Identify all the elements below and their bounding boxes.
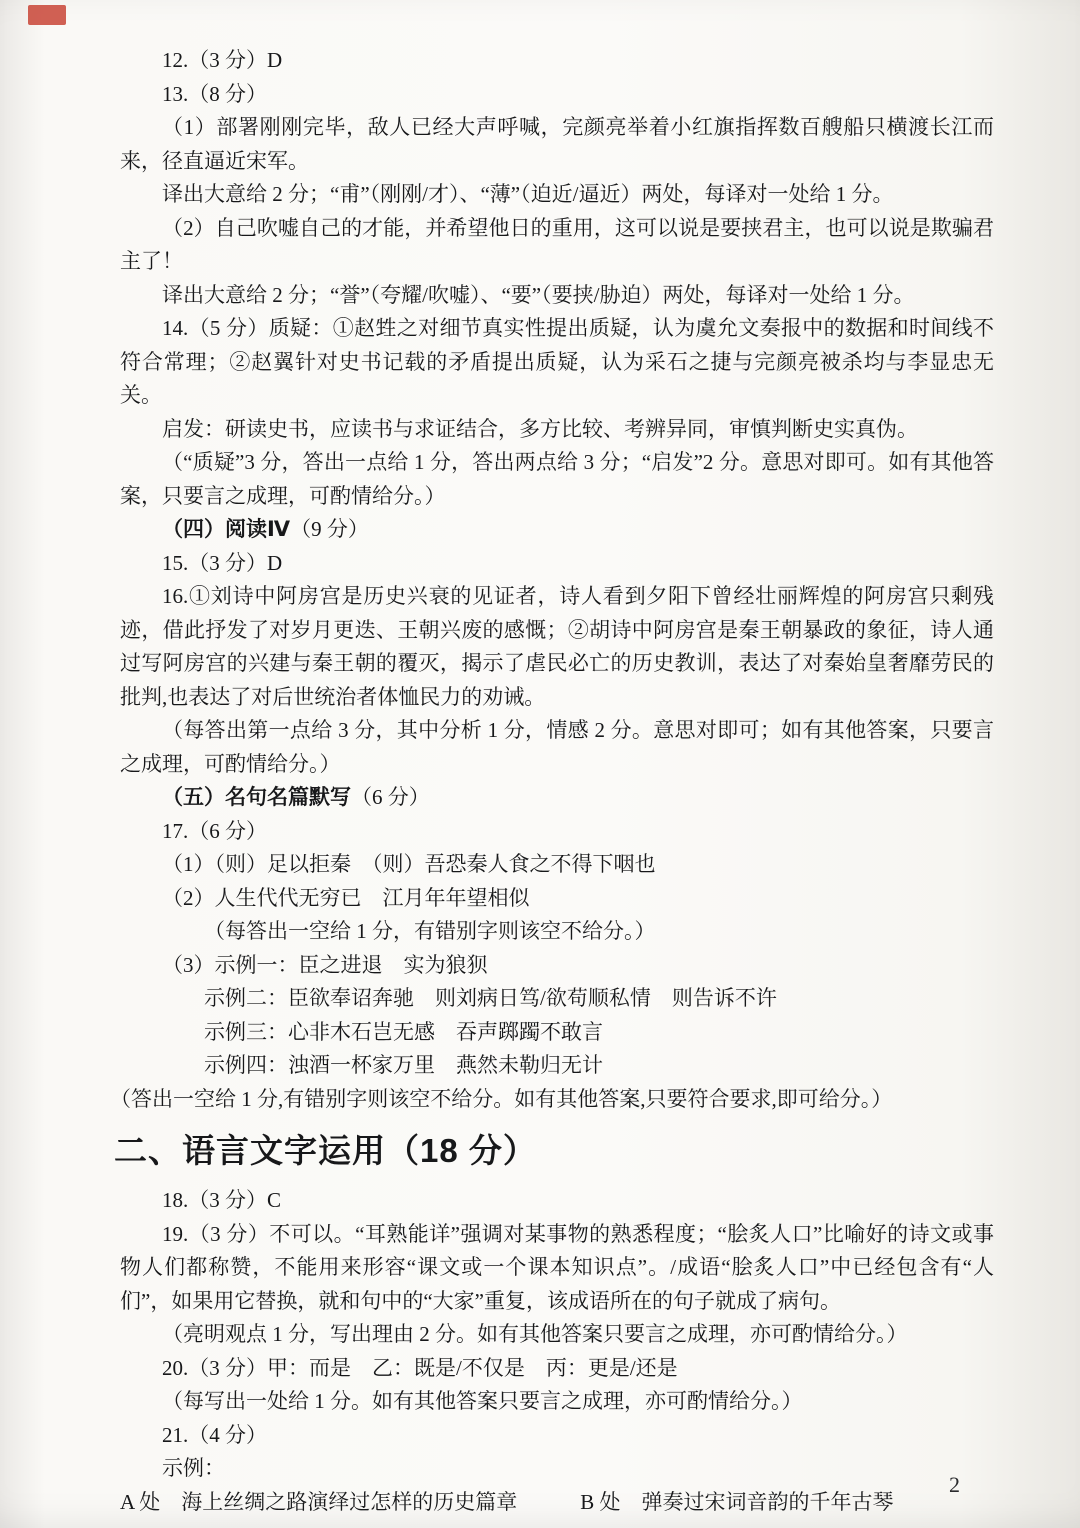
text: A 处 海上丝绸之路演绎过怎样的历史篇章 B 处 弹奏过宋词音韵的千年古琴 xyxy=(120,1489,894,1514)
text: （1）部署刚刚完毕，敌人已经大声呼喊，完颜亮举着小红旗指挥数百艘船只横渡长江而来，径直逼近宋军。 xyxy=(120,115,994,173)
text: （每写出一处给 1 分。如有其他答案只要言之成理，亦可酌情给分。） xyxy=(162,1389,803,1413)
text: 译出大意给 2 分；“甫”（刚刚/才）、“薄”（迫近/逼近）两处，每译对一处给 1 分。 xyxy=(162,182,894,206)
answer-line xyxy=(120,279,994,313)
text: 14.（5 分）质疑：①赵甡之对细节真实性提出质疑，认为虞允文奏报中的数据和时间线不符合常理；②赵翼针对史书记载的矛盾提出质疑，认为采石之捷与完颜亮被杀均与李显忠无关。 xyxy=(120,316,994,407)
answer-line xyxy=(110,1083,994,1117)
text: 译出大意给 2 分；“誉”（夸耀/吹嘘）、“要”（要挟/胁迫）两处，每译对一处给 1 分。 xyxy=(162,282,915,307)
text: （3）示例一：臣之进退 实为狼狈 xyxy=(162,952,488,977)
bold-text: 二、语言文字运用（18 分） xyxy=(114,1132,537,1169)
answer-line xyxy=(120,1352,994,1386)
answer-line xyxy=(120,446,994,513)
answer-line xyxy=(120,1419,994,1453)
answer-line xyxy=(120,915,994,949)
answer-line xyxy=(120,815,994,849)
answer-line xyxy=(120,413,994,447)
text: （每答出第一点给 3 分，其中分析 1 分，情感 2 分。意思对即可；如有其他答案，只要言之成理，可酌情给分。） xyxy=(120,718,994,776)
text: 启发：研读史书，应读书与求证结合，多方比较、考辨异同，审慎判断史实真伪。 xyxy=(162,416,918,441)
answer-line xyxy=(120,982,994,1016)
section-heading xyxy=(114,1128,994,1174)
answer-line xyxy=(120,714,994,781)
text: 示例： xyxy=(162,1456,225,1480)
text: （2）人生代代无穷已 江月年年望相似 xyxy=(162,885,530,910)
text: 21.（4 分） xyxy=(162,1422,267,1447)
answer-line xyxy=(120,882,994,916)
answer-line xyxy=(120,178,994,212)
answer-line xyxy=(120,1385,994,1419)
bold-text: （五）名句名篇默写 xyxy=(162,786,351,809)
text: （6 分） xyxy=(351,785,430,809)
answer-line xyxy=(120,78,994,112)
answer-line xyxy=(120,547,994,581)
answer-line xyxy=(120,1486,994,1520)
answer-line xyxy=(120,949,994,983)
text: 20.（3 分）甲：而是 乙：既是/不仅是 丙：更是/还是 xyxy=(162,1355,678,1380)
bold-text: （四）阅读Ⅳ xyxy=(162,518,291,541)
text: 示例二：臣欲奉诏奔驰 则刘病日笃/欲苟顺私情 则告诉不许 xyxy=(204,986,777,1010)
text: （“质疑”3 分，答出一点给 1 分，答出两点给 3 分；“启发”2 分。意思对即可。如有其他答案，只要言之成理，可酌情给分。） xyxy=(120,450,994,508)
text: （亮明观点 1 分，写出理由 2 分。如有其他答案只要言之成理，亦可酌情给分。） xyxy=(162,1322,908,1346)
answer-line xyxy=(120,1452,994,1486)
answer-line xyxy=(120,1318,994,1352)
answer-line xyxy=(120,44,994,78)
answer-line xyxy=(120,312,994,413)
text: 18.（3 分）C xyxy=(162,1188,282,1212)
answer-line xyxy=(120,513,994,547)
answer-line xyxy=(120,1016,994,1050)
text: （2）自己吹嘘自己的才能，并希望他日的重用，这可以说是要挟君主，也可以说是欺骗君主了！ xyxy=(120,215,994,273)
text: 16.①刘诗中阿房宫是历史兴衰的见证者，诗人看到夕阳下曾经壮丽辉煌的阿房宫只剩残迹，借此抒发了对岁月更迭、王朝兴废的感慨；②胡诗中阿房宫是秦王朝暴政的象征，诗人通过写阿房宫的兴建与秦王朝的覆灭，揭示了虐民必亡的历史教训，表达了对秦始皇奢靡劳民的批判,也表达了对后世统治者体恤民力的劝诫。 xyxy=(120,584,994,709)
answer-line xyxy=(120,848,994,882)
text: 12.（3 分）D xyxy=(162,48,283,72)
answer-line xyxy=(120,781,994,815)
answer-line xyxy=(120,111,994,178)
text: （答出一空给 1 分,有错别字则该空不给分。如有其他答案,只要符合要求,即可给分。） xyxy=(110,1086,893,1111)
text: 示例四：浊酒一杯家万里 燕然未勒归无计 xyxy=(204,1053,603,1077)
text: （9 分） xyxy=(290,517,369,541)
page-number: 2 xyxy=(949,1472,960,1497)
answer-line xyxy=(120,212,994,279)
answer-line xyxy=(120,1184,994,1218)
text: （每答出一空给 1 分，有错别字则该空不给分。） xyxy=(204,919,656,943)
text: 示例三：心非木石岂无感 吞声踯躅不敢言 xyxy=(204,1019,603,1044)
text: （1）（则）足以拒秦 （则）吾恐秦人食之不得下咽也 xyxy=(162,852,656,876)
answer-key-content xyxy=(110,44,994,1519)
text: 15.（3 分）D xyxy=(162,550,283,575)
text: 17.（6 分） xyxy=(162,818,267,843)
answer-line xyxy=(120,1049,994,1083)
text: 13.（8 分） xyxy=(162,81,267,106)
corner-red-mark xyxy=(28,5,66,25)
answer-line xyxy=(120,580,994,714)
text: 19.（3 分）不可以。“耳熟能详”强调对某事物的熟悉程度；“脍炙人口”比喻好的诗文或事物人们都称赞，不能用来形容“课文或一个课本知识点”。/成语“脍炙人口”中已经包含有“人们”，如果用它替换，就和句中的“大家”重复，该成语所在的句子就成了病句。 xyxy=(120,1221,994,1313)
answer-line xyxy=(120,1218,994,1319)
